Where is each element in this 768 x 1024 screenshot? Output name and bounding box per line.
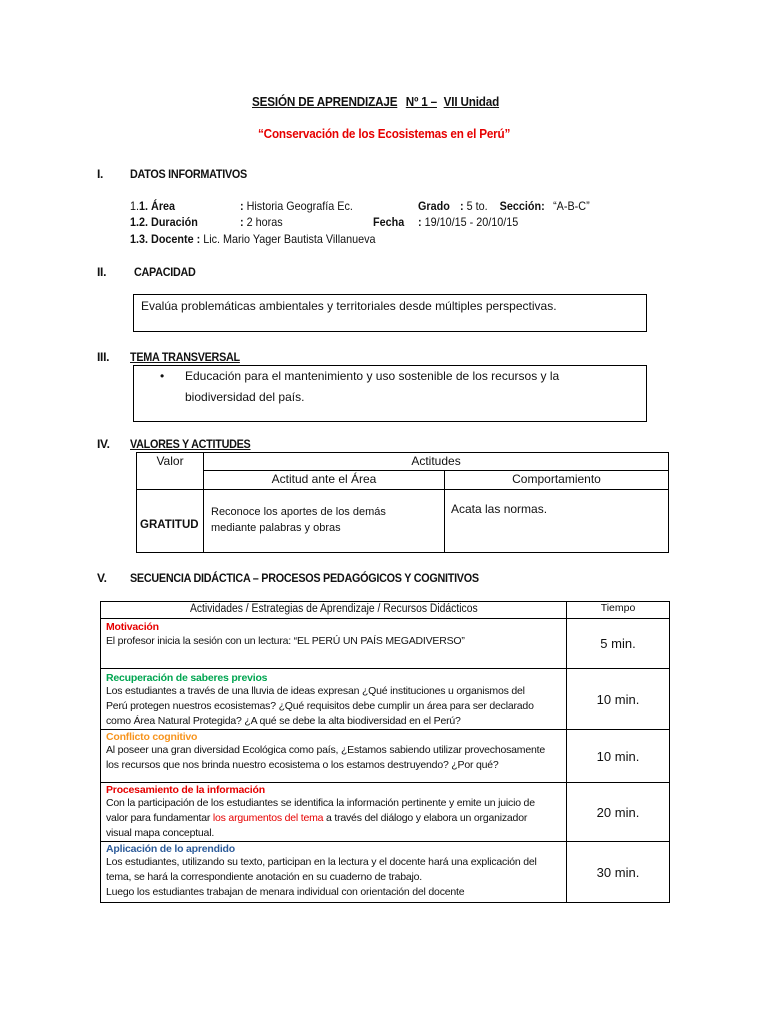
activity-time: 5 min. [567,619,670,669]
activity-time: 10 min. [567,669,670,730]
area-prefix: 1. [130,199,140,213]
section-heading-tema: TEMA TRANSVERSAL [130,350,240,364]
activity-time: 20 min. [567,783,670,842]
duracion-row: : 2 horas [240,215,283,229]
section-number-iii: III. [97,350,110,364]
activity-desc: El profesor inicia la sesión con un lectura: “EL PERÚ UN PAÍS MEGADIVERSO” [106,635,465,647]
section-number-ii: II. [97,265,107,279]
duracion-label: 1.2. Duración [130,215,198,229]
col-actitud-area-header: Actitud ante el Área [204,471,445,490]
grado-value: 5 to. [466,199,488,213]
grado-label: Grado [418,199,450,213]
table-row [101,669,670,730]
valores-table [136,452,669,553]
seccion-label: Sección: [499,199,545,213]
session-unit: VII Unidad [443,94,500,109]
bullet-icon: • [160,369,165,383]
secuencia-table [100,601,670,903]
fecha-row: : 19/10/15 - 20/10/15 [418,215,519,229]
table-row [101,842,670,903]
capacidad-text: Evalúa problemáticas ambientales y territoriales desde múltiples perspectivas. [141,299,557,313]
actitud-line-2: mediante palabras y obras [211,522,341,534]
area-row [130,199,175,213]
section-number-v: V. [97,571,107,585]
section-number-i: I. [97,167,104,181]
col-comportamiento-header: Comportamiento [445,471,669,490]
tema-box [133,365,647,422]
activity-cell: Procesamiento de la información Con la participación de los estudiantes se identifica la información pertinente y emite un juicio de valor para fundamentar los argumentos del tema a través del diálogo y elabora un organizador visual mapa conceptual. [101,783,567,842]
activity-cell: Recuperación de saberes previos Los estudiantes a través de una lluvia de ideas expresan ¿Qué instituciones u organismos del Perú protegen nuestros ecosistemas? ¿Qué requisitos debe cumplir un área para ser declarado como Área Natural Protegida? ¿A qué se debe la alta biodiversidad en el Perú? [101,669,567,730]
col-actitudes-header: Actitudes [204,453,669,471]
activity-title: Motivación [106,621,159,633]
docente-value: Lic. Mario Yager Bautista Villanueva [203,232,376,246]
area-value-row: : Historia Geografía Ec. [240,199,353,213]
session-label: SESIÓN DE APRENDIZAJE [252,94,398,109]
highlight-text: los argumentos del tema [212,812,324,824]
col-tiempo-header: Tiempo [567,602,670,619]
actitud-cell [204,490,445,553]
docente-row [130,232,376,246]
section-heading-valores: VALORES Y ACTITUDES [130,437,251,451]
activity-title: Procesamiento de la información [106,784,265,796]
tema-line-2: biodiversidad del país. [185,390,305,404]
seccion-value: “A-B-C” [553,199,590,213]
valor-value: GRATITUD [140,519,199,531]
area-label: 1. Área [139,199,176,213]
table-row [101,730,670,783]
section-heading-datos: DATOS INFORMATIVOS [130,167,247,181]
comportamiento-value: Acata las normas. [451,502,548,516]
activity-title: Aplicación de lo aprendido [106,843,235,855]
section-heading-capacidad: CAPACIDAD [134,265,196,279]
capacidad-box [133,294,647,332]
duracion-value: 2 horas [246,215,283,229]
actitud-line-1: Reconoce los aportes de los demás [211,506,386,518]
col-valor-header: Valor [137,453,204,490]
col-actividades-header: Actividades / Estrategias de Aprendizaje / Recursos Didácticos [101,602,567,619]
tema-line-1: Educación para el mantenimiento y uso sostenible de los recursos y la [185,369,560,383]
valor-cell [137,490,204,553]
activity-title: Conflicto cognitivo [106,731,198,743]
table-row [101,783,670,842]
page-title [252,94,499,109]
docente-label: 1.3. Docente : [130,232,201,246]
section-heading-secuencia: SECUENCIA DIDÁCTICA – PROCESOS PEDAGÓGICOS Y COGNITIVOS [130,571,479,585]
table-row [101,619,670,669]
section-number-iv: IV. [97,437,110,451]
area-value: Historia Geografía Ec. [246,199,353,213]
fecha-value: 19/10/15 - 20/10/15 [424,215,519,229]
activity-cell: Aplicación de lo aprendido Los estudiantes, utilizando su texto, participan en la lectura y el docente hará una explicación del tema, se hará la correspondiente anotación en su cuaderno de trabajo. Luego los estudiantes trabajan de menara individual con orientación del docente [101,842,567,903]
activity-time: 10 min. [567,730,670,783]
session-number: Nº 1 – [405,94,437,109]
grado-row: Grado : 5 to. Sección: “A-B-C” [418,199,590,213]
activity-cell [101,619,567,669]
activity-title: Recuperación de saberes previos [106,672,268,684]
comportamiento-cell [445,490,669,553]
fecha-label: Fecha [373,215,405,229]
activity-cell: Conflicto cognitivo Al poseer una gran diversidad Ecológica como país, ¿Estamos sabiendo utilizar provechosamente los recursos que nos brinda nuestro ecosistema o los estamos destruyendo? ¿Por qué? [101,730,567,783]
activity-time: 30 min. [567,842,670,903]
session-subtitle: “Conservación de los Ecosistemas en el Perú” [258,126,511,141]
